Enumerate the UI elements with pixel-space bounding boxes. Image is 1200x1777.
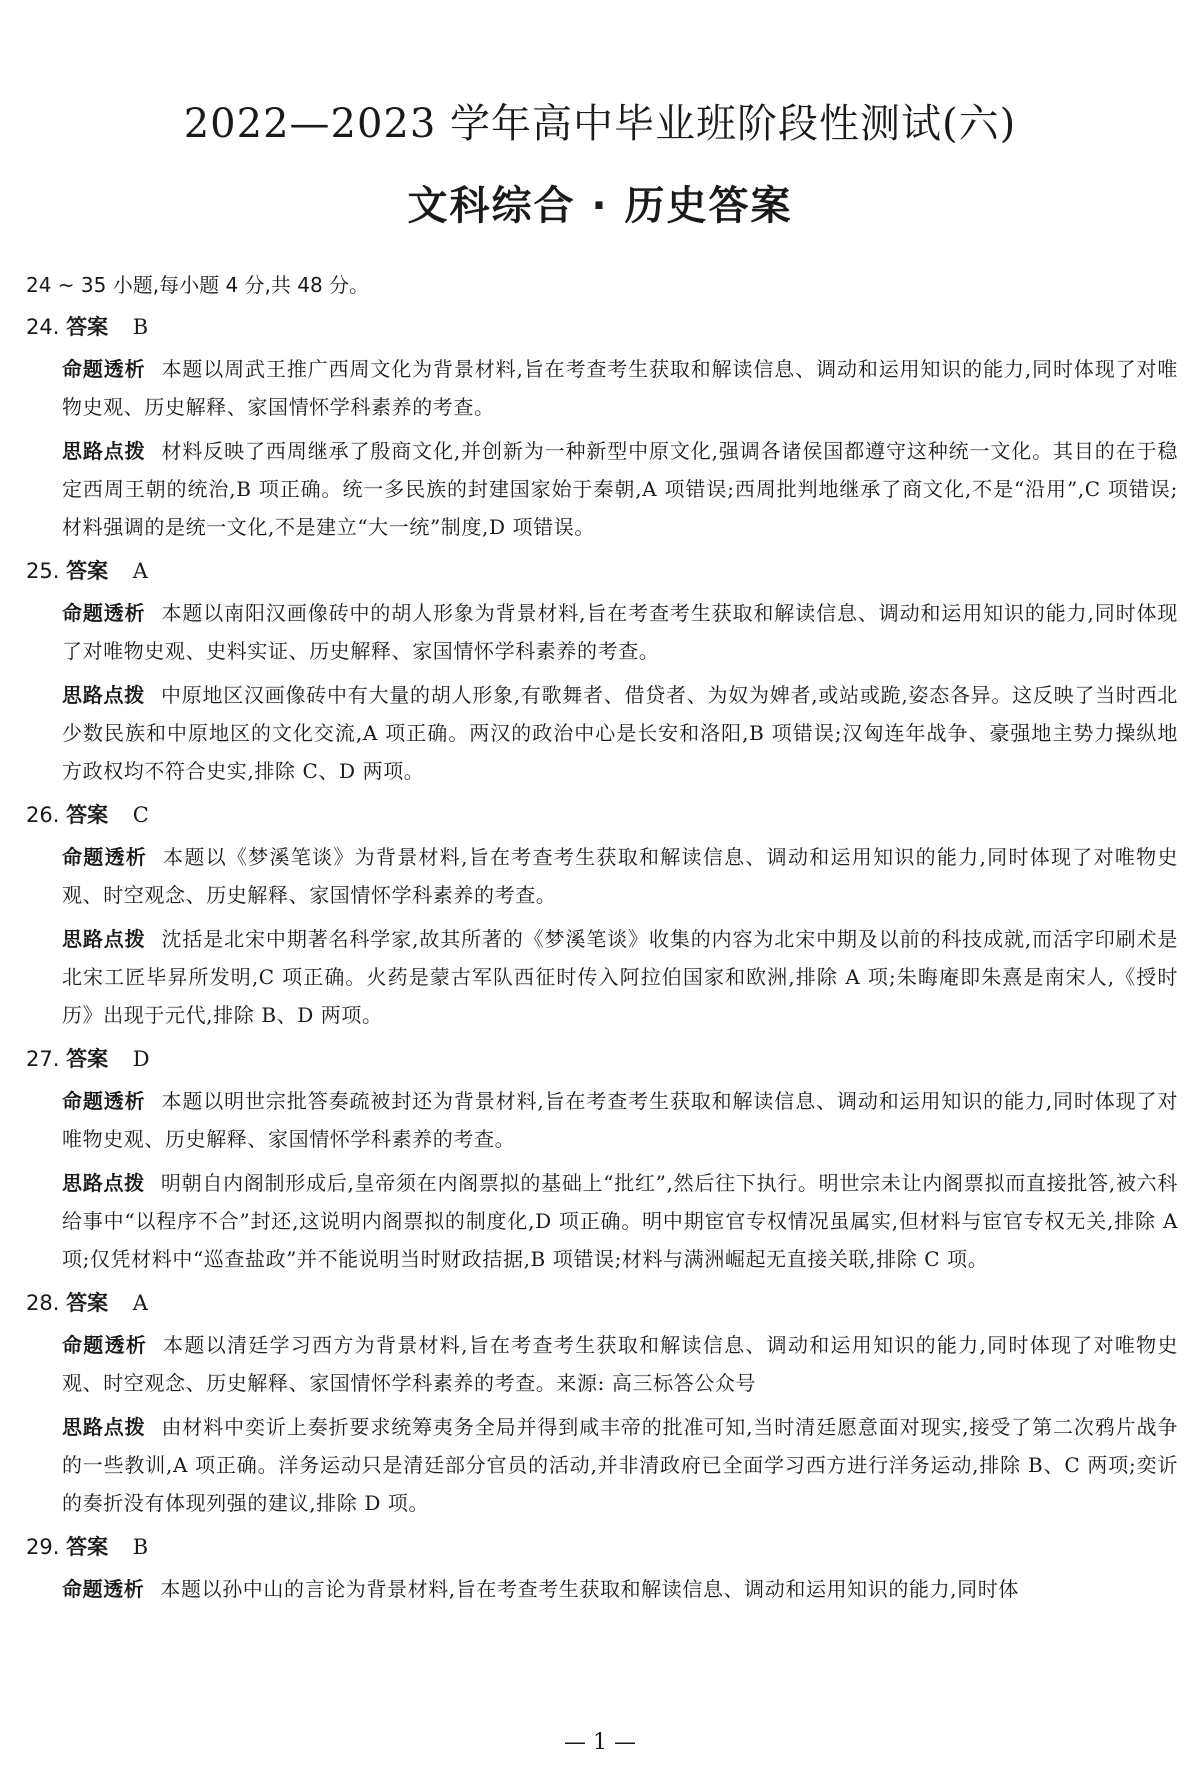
analysis-label: 命题透析 [62, 601, 146, 625]
hint-label: 思路点拨 [62, 927, 146, 951]
question-header [26, 554, 1178, 588]
analysis-paragraph [62, 594, 1178, 670]
question-25 [26, 554, 1178, 790]
analysis-text: 本题以《梦溪笔谈》为背景材料,旨在考查考生获取和解读信息、调动和运用知识的能力,同时体现了对唯物史观、时空观念、历史解释、家国情怀学科素养的考查。 [62, 845, 1178, 907]
hint-paragraph [62, 432, 1178, 546]
hint-text: 中原地区汉画像砖中有大量的胡人形象,有歌舞者、借贷者、为奴为婢者,或站或跪,姿态各异。这反映了当时西北少数民族和中原地区的文化交流,A 项正确。两汉的政治中心是长安和洛阳,B 项错误;汉匈连年战争、豪强地主势力操纵地方政权均不符合史实,排除 C、D 两项。 [62, 683, 1179, 783]
question-number: 28. [26, 1291, 60, 1315]
analysis-paragraph [62, 350, 1178, 426]
analysis-paragraph [62, 1570, 1178, 1608]
question-header [26, 1530, 1178, 1564]
analysis-text: 本题以孙中山的言论为背景材料,旨在考查考生获取和解读信息、调动和运用知识的能力,同时体 [160, 1577, 1019, 1601]
answer-label: 答案 [66, 1291, 109, 1315]
analysis-label: 命题透析 [62, 1577, 145, 1601]
answer-value: B [132, 1535, 149, 1559]
question-27 [26, 1042, 1178, 1278]
analysis-label: 命题透析 [62, 357, 146, 381]
hint-label: 思路点拨 [62, 683, 145, 707]
analysis-label: 命题透析 [62, 845, 148, 869]
answer-value: A [132, 1291, 148, 1315]
analysis-label: 命题透析 [62, 1333, 148, 1357]
hint-paragraph [62, 1408, 1178, 1522]
analysis-paragraph [62, 1082, 1178, 1158]
answer-label: 答案 [66, 803, 109, 827]
answer-value: B [132, 315, 149, 339]
analysis-paragraph [62, 1326, 1178, 1402]
analysis-label: 命题透析 [62, 1089, 146, 1113]
hint-text: 明朝自内阁制形成后,皇帝须在内阁票拟的基础上“批红”,然后往下执行。明世宗未让内阁票拟而直接批答,被六科给事中“以程序不合”封还,这说明内阁票拟的制度化,D 项正确。明中期宦官专权情况虽属实,但材料与宦官专权无关,排除 A 项;仅凭材料中“巡查盐政”并不能说明当时财政拮据,B 项错误;材料与满洲崛起无直接关联,排除 C 项。 [62, 1171, 1178, 1271]
analysis-text: 本题以周武王推广西周文化为背景材料,旨在考查考生获取和解读信息、调动和运用知识的能力,同时体现了对唯物史观、历史解释、家国情怀学科素养的考查。 [62, 357, 1178, 419]
page-title: 2022—2023 学年高中毕业班阶段性测试(六) [183, 101, 1017, 147]
question-header [26, 798, 1178, 832]
answers-content [26, 268, 1178, 1614]
hint-paragraph [62, 920, 1178, 1034]
hint-paragraph [62, 1164, 1178, 1278]
page-subtitle: 文科综合 · 历史答案 [407, 183, 793, 229]
question-number: 27. [26, 1047, 60, 1071]
hint-paragraph [62, 676, 1178, 790]
section-intro: 24 ~ 35 小题,每小题 4 分,共 48 分。 [26, 273, 370, 297]
answer-label: 答案 [66, 315, 109, 339]
answer-value: C [132, 803, 149, 827]
question-29 [26, 1530, 1178, 1608]
hint-text: 由材料中奕䜣上奏折要求统筹夷务全局并得到咸丰帝的批准可知,当时清廷愿意面对现实,接受了第二次鸦片战争的一些教训,A 项正确。洋务运动只是清廷部分官员的活动,并非清政府已全面学习西方进行洋务运动,排除 B、C 两项;奕䜣的奏折没有体现列强的建议,排除 D 项。 [62, 1415, 1178, 1515]
answer-value: A [132, 559, 148, 583]
analysis-text: 本题以清廷学习西方为背景材料,旨在考查考生获取和解读信息、调动和运用知识的能力,同时体现了对唯物史观、时空观念、历史解释、家国情怀学科素养的考查。来源: 高三标答公众号 [62, 1333, 1178, 1395]
hint-label: 思路点拨 [62, 1171, 145, 1195]
answer-label: 答案 [66, 1535, 109, 1559]
hint-text: 沈括是北宋中期著名科学家,故其所著的《梦溪笔谈》收集的内容为北宋中期及以前的科技成就,而活字印刷术是北宋工匠毕昇所发明,C 项正确。火药是蒙古军队西征时传入阿拉伯国家和欧洲,排除 A 项;朱晦庵即朱熹是南宋人,《授时历》出现于元代,排除 B、D 两项。 [62, 927, 1178, 1027]
analysis-paragraph [62, 838, 1178, 914]
question-header [26, 1286, 1178, 1320]
question-header [26, 1042, 1178, 1076]
question-number: 26. [26, 803, 60, 827]
hint-text: 材料反映了西周继承了殷商文化,并创新为一种新型中原文化,强调各诸侯国都遵守这种统一文化。其目的在于稳定西周王朝的统治,B 项正确。统一多民族的封建国家始于秦朝,A 项错误;西周批判地继承了商文化,不是“沿用”,C 项错误;材料强调的是统一文化,不是建立“大一统”制度,D 项错误。 [62, 439, 1178, 539]
question-header [26, 310, 1178, 344]
page-number: — 1 — [564, 1730, 636, 1755]
question-number: 24. [26, 315, 60, 339]
question-number: 25. [26, 559, 60, 583]
question-24 [26, 310, 1178, 546]
question-28 [26, 1286, 1178, 1522]
question-26 [26, 798, 1178, 1034]
analysis-text: 本题以明世宗批答奏疏被封还为背景材料,旨在考查考生获取和解读信息、调动和运用知识的能力,同时体现了对唯物史观、历史解释、家国情怀学科素养的考查。 [62, 1089, 1178, 1151]
hint-label: 思路点拨 [62, 1415, 146, 1439]
answer-label: 答案 [66, 1047, 109, 1071]
answer-label: 答案 [66, 559, 109, 583]
analysis-text: 本题以南阳汉画像砖中的胡人形象为背景材料,旨在考查考生获取和解读信息、调动和运用知识的能力,同时体现了对唯物史观、史料实证、历史解释、家国情怀学科素养的考查。 [62, 601, 1178, 663]
answer-value: D [132, 1047, 150, 1071]
hint-label: 思路点拨 [62, 439, 146, 463]
question-number: 29. [26, 1535, 60, 1559]
